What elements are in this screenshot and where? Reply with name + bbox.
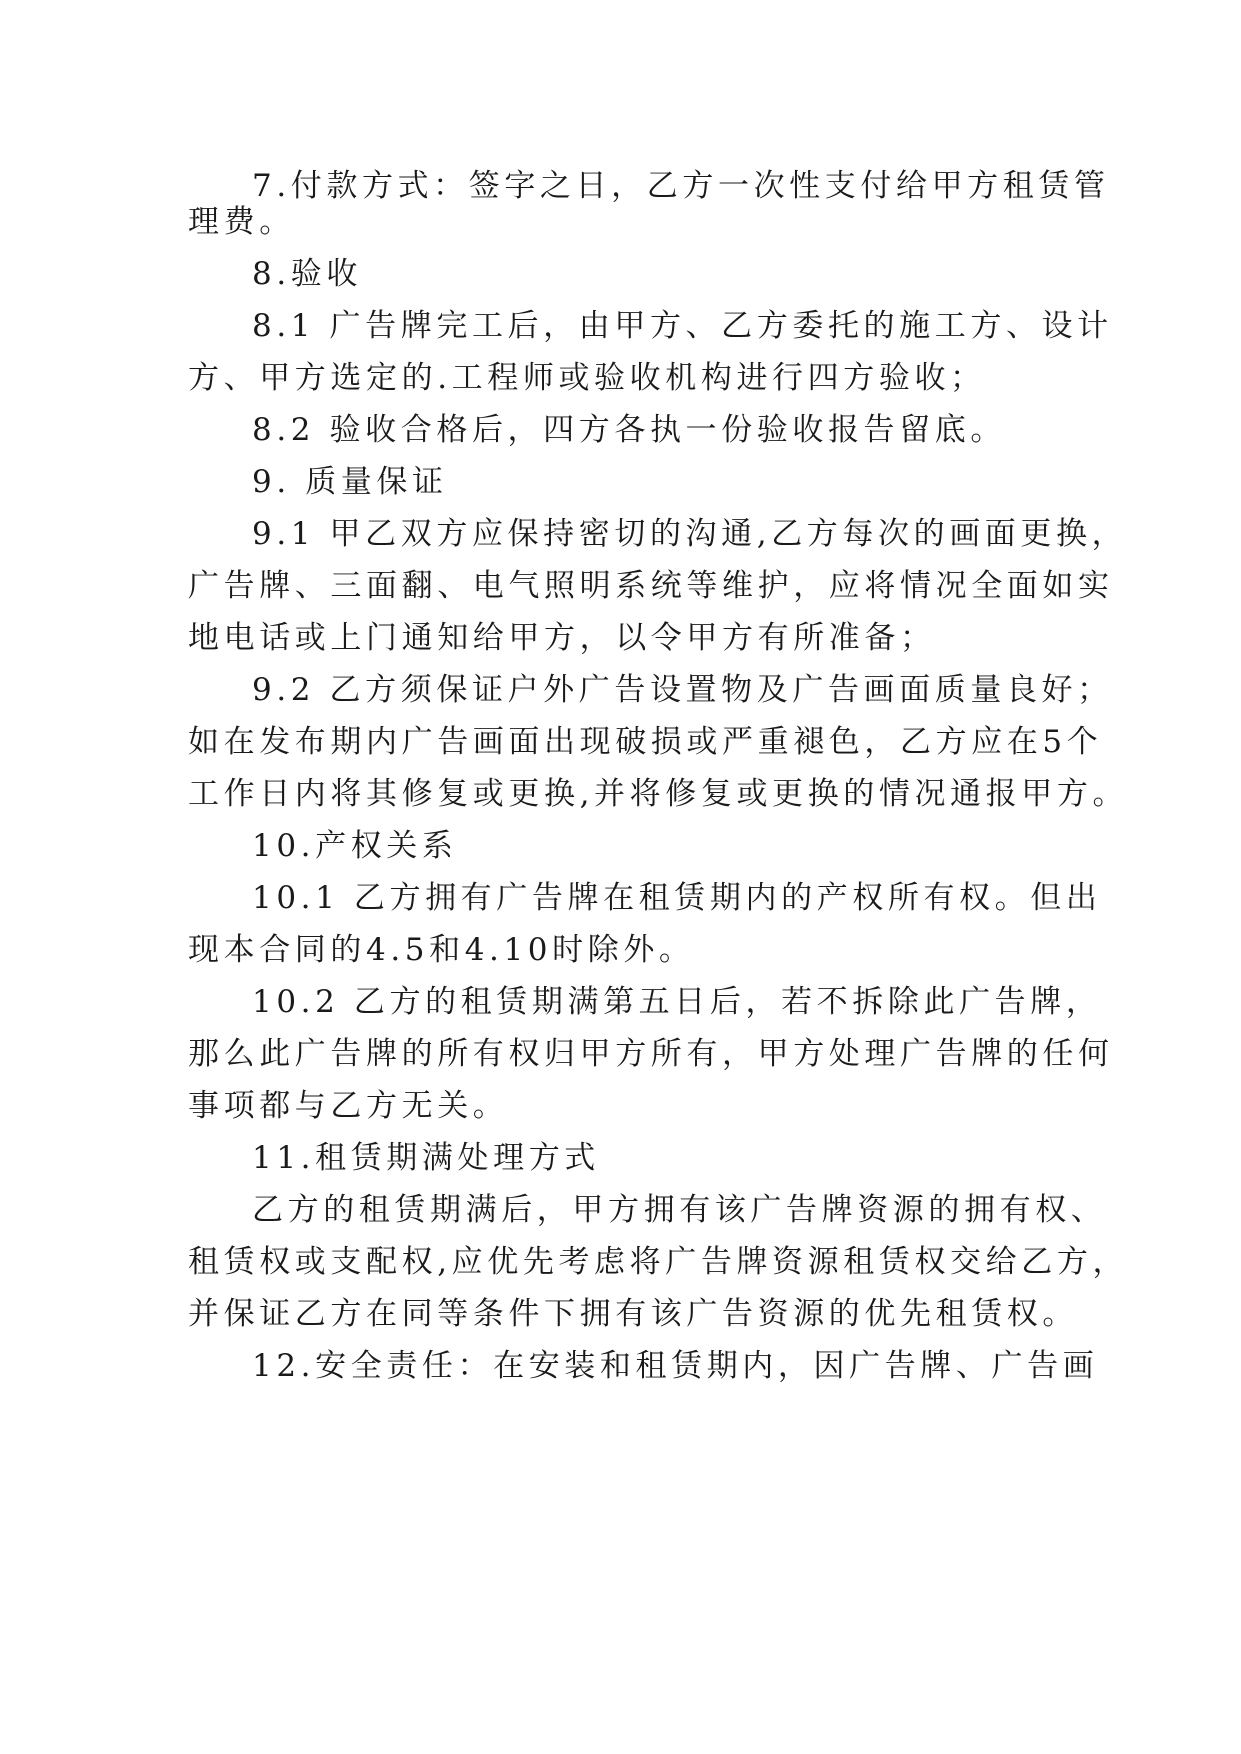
clause-11-line-1: 乙方的租赁期满后，甲方拥有该广告牌资源的拥有权、: [252, 1192, 1107, 1228]
clause-10-2-line-3: 事项都与乙方无关。: [188, 1088, 509, 1124]
clause-9-2-line-1: 9.2 乙方须保证户外广告设置物及广告画面质量良好；: [252, 672, 1113, 708]
heading-9: 9. 质量保证: [252, 464, 448, 500]
clause-7-line-1: 7.付款方式：签字之日，乙方一次性支付给甲方租赁管: [252, 168, 1110, 204]
clause-12-line-1: 12.安全责任：在安装和租赁期内，因广告牌、广告画: [252, 1348, 1099, 1384]
clause-9-1-line-1: 9.1 甲乙双方应保持密切的沟通,乙方每次的画面更换，: [252, 516, 1128, 552]
heading-8: 8.验收: [252, 256, 362, 292]
clause-8-1-line-2: 方、甲方选定的.工程师或验收机构进行四方验收；: [188, 360, 986, 396]
clause-11-line-2: 租赁权或支配权,应优先考虑将广告牌资源租赁权交给乙方，: [188, 1244, 1129, 1280]
clause-8-1-line-1: 8.1 广告牌完工后，由甲方、乙方委托的施工方、设计: [252, 308, 1113, 344]
clause-9-2-line-2: 如在发布期内广告画面出现破损或严重褪色，乙方应在5个: [188, 724, 1103, 760]
clause-10-2-line-2: 那么此广告牌的所有权归甲方所有，甲方处理广告牌的任何: [188, 1036, 1114, 1072]
clause-9-1-line-2: 广告牌、三面翻、电气照明系统等维护，应将情况全面如实: [188, 568, 1114, 604]
heading-11: 11.租赁期满处理方式: [252, 1140, 600, 1176]
clause-10-1-line-2: 现本合同的4.5和4.10时除外。: [188, 932, 695, 968]
clause-10-1-line-1: 10.1 乙方拥有广告牌在租赁期内的产权所有权。但出: [252, 880, 1102, 916]
clause-8-2: 8.2 验收合格后，四方各执一份验收报告留底。: [252, 412, 1006, 448]
clause-11-line-3: 并保证乙方在同等条件下拥有该广告资源的优先租赁权。: [188, 1296, 1078, 1332]
clause-10-2-line-1: 10.2 乙方的租赁期满第五日后，若不拆除此广告牌，: [252, 984, 1102, 1020]
clause-9-2-line-3: 工作日内将其修复或更换,并将修复或更换的情况通报甲方。: [188, 776, 1129, 812]
clause-7-line-2: 理费。: [188, 204, 295, 240]
clause-9-1-line-3: 地电话或上门通知给甲方，以令甲方有所准备；: [188, 620, 936, 656]
heading-10: 10.产权关系: [252, 828, 458, 864]
